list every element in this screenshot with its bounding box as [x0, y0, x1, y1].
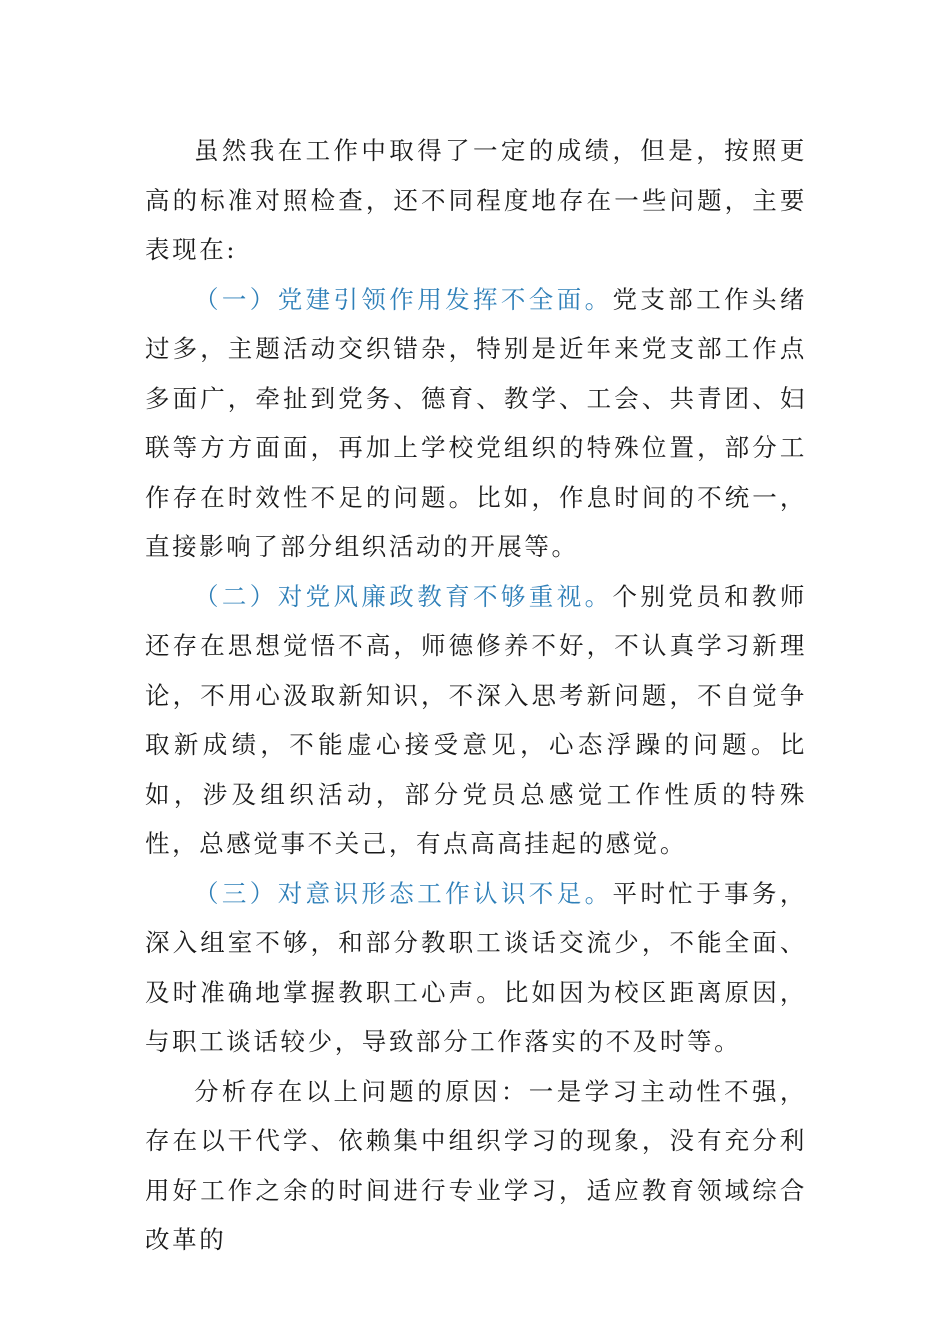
- paragraph-text: 党支部工作头绪过多，主题活动交织错杂，特别是近年来党支部工作点多面广，牵扯到党务、德育、教学、工会、共青团、妇联等方方面面，再加上学校党组织的特殊位置，部分工作存在时效性不足的问题。比如，作息时间的不统一，直接影响了部分组织活动的开展等。: [145, 284, 807, 561]
- paragraph-text: 虽然我在工作中取得了一定的成绩，但是，按照更高的标准对照检查，还不同程度地存在一些问题，主要表现在:: [145, 136, 807, 264]
- section-heading: （一）党建引领作用发挥不全面。: [194, 284, 613, 314]
- paragraph-text: 个别党员和教师还存在思想觉悟不高，师德修养不好，不认真学习新理论，不用心汲取新知识，不深入思考新问题，不自觉争取新成绩，不能虚心接受意见，心态浮躁的问题。比如，涉及组织活动，部分党员总感觉工作性质的特殊性，总感觉事不关己，有点高高挂起的感觉。: [145, 581, 807, 858]
- paragraph-intro: [145, 126, 807, 275]
- paragraph-text: 分析存在以上问题的原因：一是学习主动性不强，存在以干代学、依赖集中组织学习的现象，没有充分利用好工作之余的时间进行专业学习，适应教育领域综合改革的: [145, 1076, 807, 1254]
- paragraph-issue-2: [145, 572, 807, 869]
- document-page: [145, 126, 807, 1265]
- paragraph-issue-3: [145, 869, 807, 1067]
- paragraph-text: 平时忙于事务，深入组室不够，和部分教职工谈话交流少，不能全面、及时准确地掌握教职工心声。比如因为校区距离原因，与职工谈话较少，导致部分工作落实的不及时等。: [145, 878, 807, 1056]
- section-heading: （二）对党风廉政教育不够重视。: [194, 581, 613, 611]
- paragraph-issue-1: [145, 275, 807, 572]
- section-heading: （三）对意识形态工作认识不足。: [194, 878, 613, 908]
- paragraph-causes: [145, 1067, 807, 1265]
